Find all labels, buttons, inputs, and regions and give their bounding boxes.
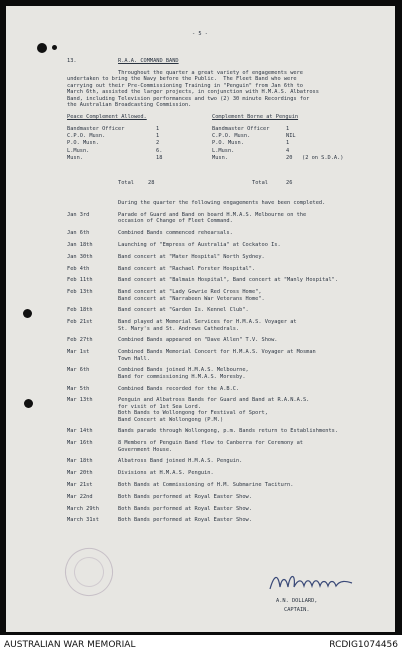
engagement-text: Bands parade through Wollongong, p.m. Bands return to Establishments.: [118, 428, 339, 435]
engagement-date: Jan 3rd: [67, 212, 90, 218]
intro-line: Band, including Television performances and two (2) 30 minute Recordings for: [67, 95, 310, 102]
engagement-text: Combined Bands recorded for the A.B.C.: [118, 385, 240, 392]
section-title: R.A.A. COMMAND BAND: [118, 58, 179, 64]
engagement-date: Mar 16th: [67, 440, 93, 447]
engagement-text: Band concert at "Balmain Hospital", Band concert at "Manly Hospital".: [118, 277, 339, 284]
intro-line: March 6th, assisted the larger projects, in conjunction with H.M.A.S. Albatross: [67, 89, 319, 96]
archive-footer: [0, 637, 402, 653]
allowed-count: 2: [156, 140, 160, 147]
engagement-date: Feb 13th: [67, 289, 93, 296]
engagement-date: Jan 18th: [67, 242, 93, 248]
engagement-date: Feb 27th: [67, 337, 93, 344]
engagement-text: for visit of 1st Sea Lord.: [118, 403, 201, 410]
borne-header: Complement Borne at Penguin: [212, 114, 299, 120]
engagement-text: Launching of "Empress of Australia" at Cockatoo Is.: [118, 242, 281, 248]
allowed-rank: C.P.O. Musn.: [67, 133, 106, 140]
signatory-rank: CAPTAIN.: [284, 607, 310, 613]
borne-total-label: Total: [252, 180, 268, 186]
signatory-name: A.N. DOLLARD,: [276, 598, 318, 604]
borne-rank: Bandmaster Officer: [212, 126, 270, 132]
allowed-header: Peace Complement Allowed.: [67, 114, 147, 120]
engagement-text: Combined Bands appeared on "Dave Allen" T.V. Show.: [118, 337, 278, 344]
engagements-intro: During the quarter the following engagements have been completed.: [118, 200, 326, 206]
engagement-text: Albatross Band joined H.M.A.S. Penguin.: [118, 458, 243, 465]
handwritten-signature: [268, 571, 358, 593]
allowed-rank: Bandmaster Officer: [67, 126, 125, 132]
borne-count: 1: [286, 140, 290, 147]
engagement-text: Town Hall.: [118, 355, 150, 362]
engagement-date: Feb 4th: [67, 265, 90, 272]
engagement-date: Feb 11th: [67, 277, 93, 284]
allowed-rank: L.Musn.: [67, 147, 90, 154]
intro-line: the Australian Broadcasting Commission.: [67, 102, 192, 108]
engagement-date: Mar 20th: [67, 470, 93, 477]
engagement-text: Band concert at "Narrabeen War Veterans Home".: [118, 295, 265, 302]
allowed-total: 28: [148, 180, 155, 186]
engagement-date: Mar 13th: [67, 397, 93, 404]
engagement-date: Mar 14th: [67, 428, 93, 435]
engagement-date: Mar 18th: [67, 458, 93, 465]
engagement-text: Both Bands performed at Royal Easter Show.: [118, 505, 252, 512]
engagement-date: Jan 6th: [67, 230, 90, 237]
borne-count: 1: [286, 126, 290, 132]
engagement-text: Combined Bands Memorial Concert for H.M.A.S. Voyager at Mosman: [118, 349, 316, 356]
punch-hole-top: [37, 43, 47, 53]
engagement-text: Both Bands performed at Royal Easter Show.: [118, 517, 252, 524]
allowed-count: 6.: [156, 147, 163, 154]
engagement-text: Band concert at "Garden Is. Kennel Club".: [118, 307, 249, 314]
engagement-date: Mar 6th: [67, 367, 90, 374]
page-number: - 5 -: [192, 31, 208, 37]
allowed-count: 1: [156, 126, 160, 132]
engagement-date: March 29th: [67, 505, 99, 512]
engagement-text: Band Concert at Wollongong (P.M.): [118, 416, 224, 423]
engagement-text: Government House.: [118, 446, 173, 453]
allowed-count: 1: [156, 133, 160, 140]
punch-hole-middle: [23, 309, 32, 318]
borne-count: 4: [286, 147, 290, 154]
allowed-rank: P.O. Musn.: [67, 140, 99, 147]
punch-hole-lower: [24, 399, 33, 408]
engagement-text: Both Bands performed at Royal Easter Show.: [118, 493, 252, 500]
engagement-text: Penguin and Albatross Bands for Guard and Band at R.A.N.A.S.: [118, 397, 310, 404]
record-id: RCDIG1074456: [329, 640, 398, 650]
engagement-text: occasion of Change of Fleet Command.: [118, 218, 233, 225]
engagement-text: Parade of Guard and Band on board H.M.A.S. Melbourne on the: [118, 212, 307, 218]
borne-count: 20: [286, 154, 293, 161]
engagement-text: Band played at Memorial Services for H.M.A.S. Voyager at: [118, 319, 297, 326]
borne-count: NIL: [286, 133, 296, 140]
borne-total: 26: [286, 180, 293, 186]
engagement-text: Both Bands to Wollongong for Festival of Sport,: [118, 410, 268, 417]
allowed-rank: Musn.: [67, 154, 83, 161]
intro-line: undertaken to bring the Navy before the Public. The Fleet Band who were: [67, 76, 297, 83]
engagement-text: Both Bands at Commissioning of H.M. Submarine Taciturn.: [118, 482, 294, 488]
borne-rank: P.O. Musn.: [212, 140, 244, 147]
engagement-date: Jan 30th: [67, 253, 93, 260]
engagement-date: March 31st: [67, 517, 99, 524]
borne-rank: Musn.: [212, 154, 228, 161]
engagement-date: Mar 5th: [67, 385, 90, 392]
allowed-count: 18: [156, 154, 163, 161]
engagement-date: Feb 18th: [67, 307, 93, 314]
borne-note: (2 on S.D.A.): [302, 154, 344, 161]
engagement-text: Combined Bands joined H.M.A.S. Melbourne,: [118, 367, 249, 374]
engagement-text: Band concert at "Lady Gowrie Red Cross Home",: [118, 289, 262, 296]
borne-rank: C.P.O. Musn.: [212, 133, 251, 140]
section-number: 13.: [67, 58, 77, 64]
document-page: [6, 6, 395, 632]
engagement-date: Mar 21st: [67, 482, 93, 488]
engagement-date: Mar 22nd: [67, 493, 93, 500]
engagement-text: 8 Members of Penguin Band flew to Canberra for Ceremony at: [118, 440, 303, 447]
archive-name: AUSTRALIAN WAR MEMORIAL: [4, 640, 136, 650]
engagement-text: Band concert at "Rachael Forster Hospital".: [118, 265, 256, 272]
intro-line: carrying out their Pre-Commissioning Training in "Penguin" from Jan 6th to: [67, 82, 303, 89]
intro-line: Throughout the quarter a great variety of engagements were: [118, 70, 303, 76]
punch-hole-top-small: [52, 45, 57, 50]
engagement-text: St. Mary's and St. Andrews Cathedrals.: [118, 325, 240, 332]
engagement-text: Band for commissioning H.M.A.S. Moresby.: [118, 373, 246, 380]
received-stamp: [59, 542, 119, 602]
engagement-text: Divisions at H.M.A.S. Penguin.: [118, 470, 214, 477]
allowed-total-label: Total: [118, 180, 134, 186]
engagement-text: Band concert at "Mater Hospital" North Sydney.: [118, 253, 265, 260]
engagement-date: Mar 1st: [67, 349, 90, 356]
engagement-date: Feb 21st: [67, 319, 93, 326]
engagement-text: Combined Bands commenced rehearsals.: [118, 230, 233, 237]
borne-rank: L.Musn.: [212, 147, 235, 154]
